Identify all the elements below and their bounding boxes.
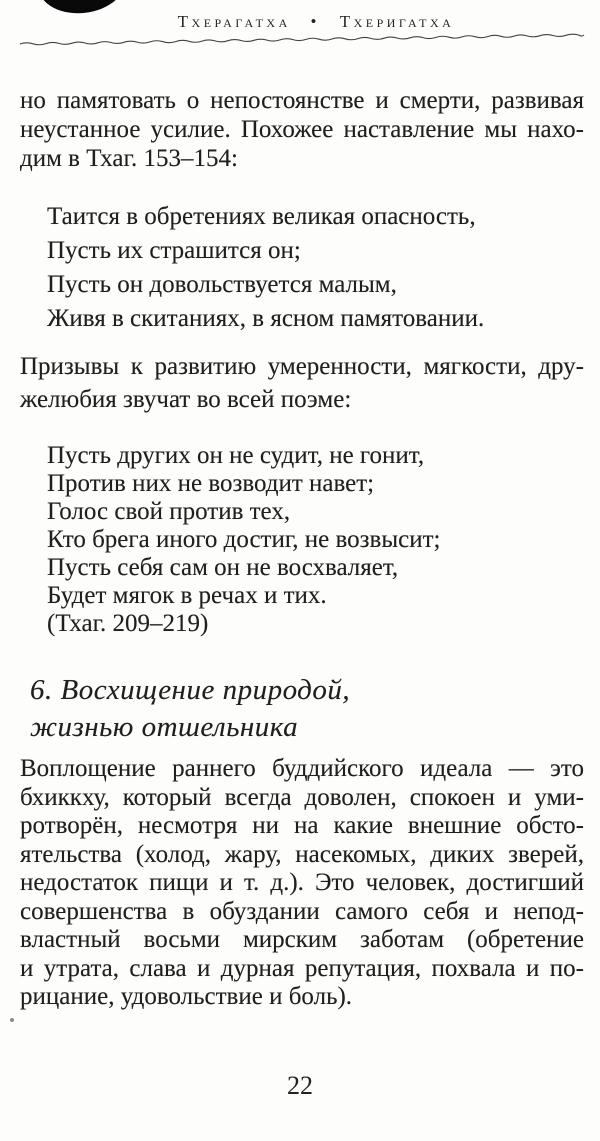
text-line: 6. Восхищение природой, <box>30 674 351 706</box>
text-line: Призывы к развитию умеренности, мягкости, дру- <box>20 353 584 380</box>
text-line: властный восьми мирским заботам (обретение <box>20 926 584 953</box>
text-line: Будет мягок в речах и тих. <box>47 582 327 609</box>
text-line: Голос свой против тех, <box>47 498 291 525</box>
text-line: (Тхаг. 209–219) <box>47 610 209 637</box>
header-rule-wavy-line <box>18 30 588 54</box>
text-line: Кто брега иного достиг, не возвысит; <box>47 526 441 553</box>
text-line: и утрата, слава и дурная репутация, похвала и по- <box>20 954 584 982</box>
section-heading <box>30 672 575 746</box>
text-line: Пусть себя сам он не восхваляет, <box>47 554 399 581</box>
running-header: Тхерагатха • Тхеригатха <box>177 12 455 31</box>
text-line: Воплощение раннего буддийского идеала — это <box>20 755 584 782</box>
scan-artifact-speck <box>10 1018 14 1022</box>
paragraph <box>20 350 584 416</box>
text-line: рицание, удовольствие и боль). <box>20 983 353 1010</box>
text-line: дим в Тхаг. 153–154: <box>20 145 238 172</box>
text-line: жизнью отшельника <box>30 711 299 743</box>
text-line: ятельства (холод, жару, насекомых, диких зверей, <box>20 840 584 868</box>
text-line: Пусть других он не судит, не гонит, <box>47 442 425 469</box>
text-line: Пусть он довольствуется малым, <box>47 271 397 298</box>
text-line: недостаток пищи и т. д.). Это человек, достигший <box>20 869 584 896</box>
verse-block <box>47 200 575 336</box>
text-line: ротворён, несмотря ни на какие внешние обсто- <box>20 812 584 839</box>
text-line: совершенства в обуздании самого себя и непод- <box>20 897 584 925</box>
paragraph <box>20 755 584 1012</box>
text-line: желюбия звучат во всей поэме: <box>20 386 352 413</box>
verse-block <box>47 442 575 638</box>
text-line: Таится в обретениях великая опасность, <box>47 203 476 230</box>
page-number: 22 <box>287 1071 313 1100</box>
paragraph <box>20 86 584 173</box>
text-line: Пусть их страшится он; <box>47 237 301 264</box>
text-line: Живя в скитаниях, в ясном памятовании. <box>47 305 485 332</box>
text-line: бхиккху, который всегда доволен, спокоен и уми- <box>20 783 584 811</box>
text-line: но памятовать о непостоянстве и смерти, развивая <box>20 87 584 114</box>
text-line: неустанное усилие. Похожее наставление мы нахо- <box>20 116 584 143</box>
text-line: Против них не возводит навет; <box>47 470 375 497</box>
